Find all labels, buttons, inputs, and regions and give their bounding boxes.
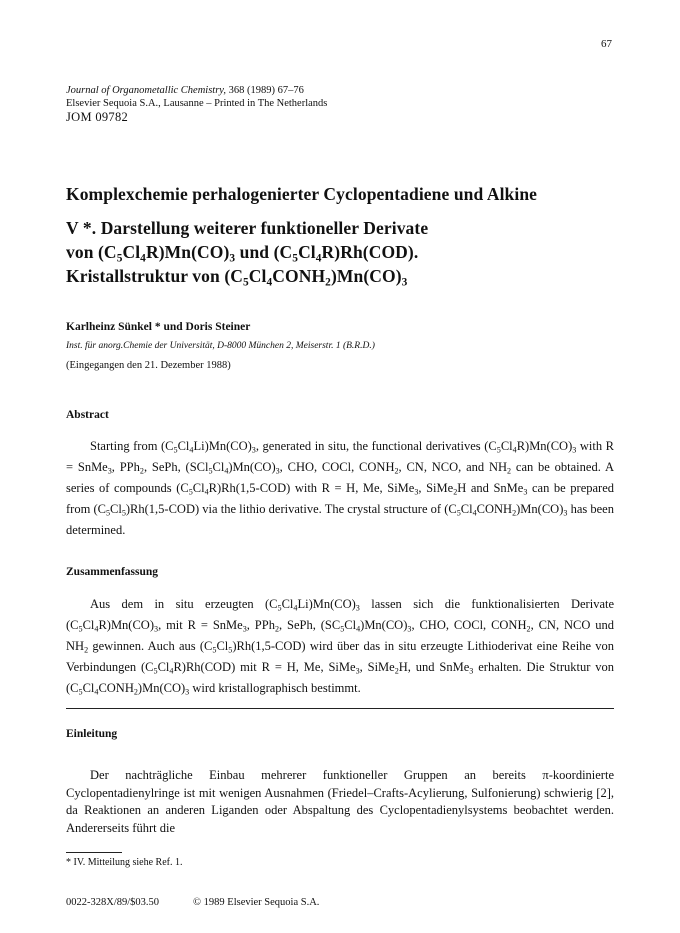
einleitung-text: Der nachträgliche Einbau mehrerer funktioneller Gruppen an bereits π-koordinierte Cyclopentadienylringe ist mit wenigen Ausnahmen (Friedel–Crafts-Acylierung, Sulfonierung) schwierig [2], da Reaktionen an anderen Liganden oder Abspaltung des Cyclopentadienylsystems beobachtet werden. Andererseits führt die [66,768,614,835]
title-line-1: Komplexchemie perhalogenierter Cyclopentadiene und Alkine [66,184,538,204]
bottom-line [66,897,319,908]
journal-issue: 368 (1989) 67–76 [226,85,304,96]
footnote: * IV. Mitteilung siehe Ref. 1. [66,857,183,868]
authors: Karlheinz Sünkel * und Doris Steiner [66,321,251,333]
zusammenfassung-heading: Zusammenfassung [66,566,159,578]
title-line-3: von $(C_5Cl_4R)Mn(CO)_3$ und $(C_5Cl_4R)Rh(COD)$. [66,242,419,265]
page-number: 67 [601,38,612,50]
abstract-heading: Abstract [66,409,109,421]
journal-header [66,84,327,124]
issn-price: 0022-328X/89/$03.50 [66,897,160,908]
journal-citation [66,84,327,97]
copyright: © 1989 Elsevier Sequoia S.A. [193,897,320,908]
title-line-2: V *. Darstellung weiterer funktioneller Derivate [66,218,429,238]
publisher-line: Elsevier Sequoia S.A., Lausanne – Printed in The Netherlands [66,98,328,109]
title-line-4: Kristallstruktur von $(C_5Cl_4CONH_2)Mn(CO)_3$ [66,266,408,289]
jom-code: JOM 09782 [66,110,129,124]
affiliation: Inst. für anorg.Chemie der Universität, D-8000 München 2, Meiserstr. 1 (B.R.D.) [66,341,375,351]
journal-name: Journal of Organometallic Chemistry, [66,85,227,96]
zusammenfassung-text: Aus dem in situ erzeugten $(C_5Cl_4Li)Mn(CO)_3$ lassen sich die funktionalisierten Derivate $(C_5Cl_4R)Mn(CO)_3$, mit R = SnMe$_3$, PPh$_2$, SePh, $(SC_5Cl_4)Mn(CO)_3$, CHO, COCl, $CONH_2$, CN, NCO und $NH_2$ gewinnen. Auch aus $(C_5Cl_5)Rh(1,5-COD)$ wird über das in situ erzeugte Lithioderivat eine Reihe von Verbindungen $(C_5Cl_4R)Rh(COD)$ mit R = H, Me, SiMe$_3$, SiMe$_2$H, und SnMe$_3$ erhalten. Die Struktur von $(C_5Cl_4CONH_2)Mn(CO)_3$ wird kristallographisch bestimmt. [66,597,615,697]
footnote-rule [66,852,122,853]
einleitung-heading: Einleitung [66,728,118,740]
abstract-text: Starting from $(C_5Cl_4Li)Mn(CO)_3$, generated in situ, the functional derivatives $(C_5Cl_4R)Mn(CO)_3$ with R = SnMe$_3$, PPh$_2$, SePh, $(SCl_5Cl_4)Mn(CO)_3$, CHO, COCl, $CONH_2$, CN, NCO, and $NH_2$ can be obtained. A series of compounds $(C_5Cl_4R)Rh(1,5-COD)$ with R = H, Me, SiMe$_3$, SiMe$_2$H and SnMe$_3$ can be prepared from $(C_5Cl_5)Rh(1,5-COD)$ via the lithio derivative. The crystal structure of $(C_5Cl_4CONH_2)Mn(CO)_3$ has been determined. [66,439,615,537]
received-date: (Eingegangen den 21. Dezember 1988) [66,360,231,371]
section-divider [66,708,614,709]
